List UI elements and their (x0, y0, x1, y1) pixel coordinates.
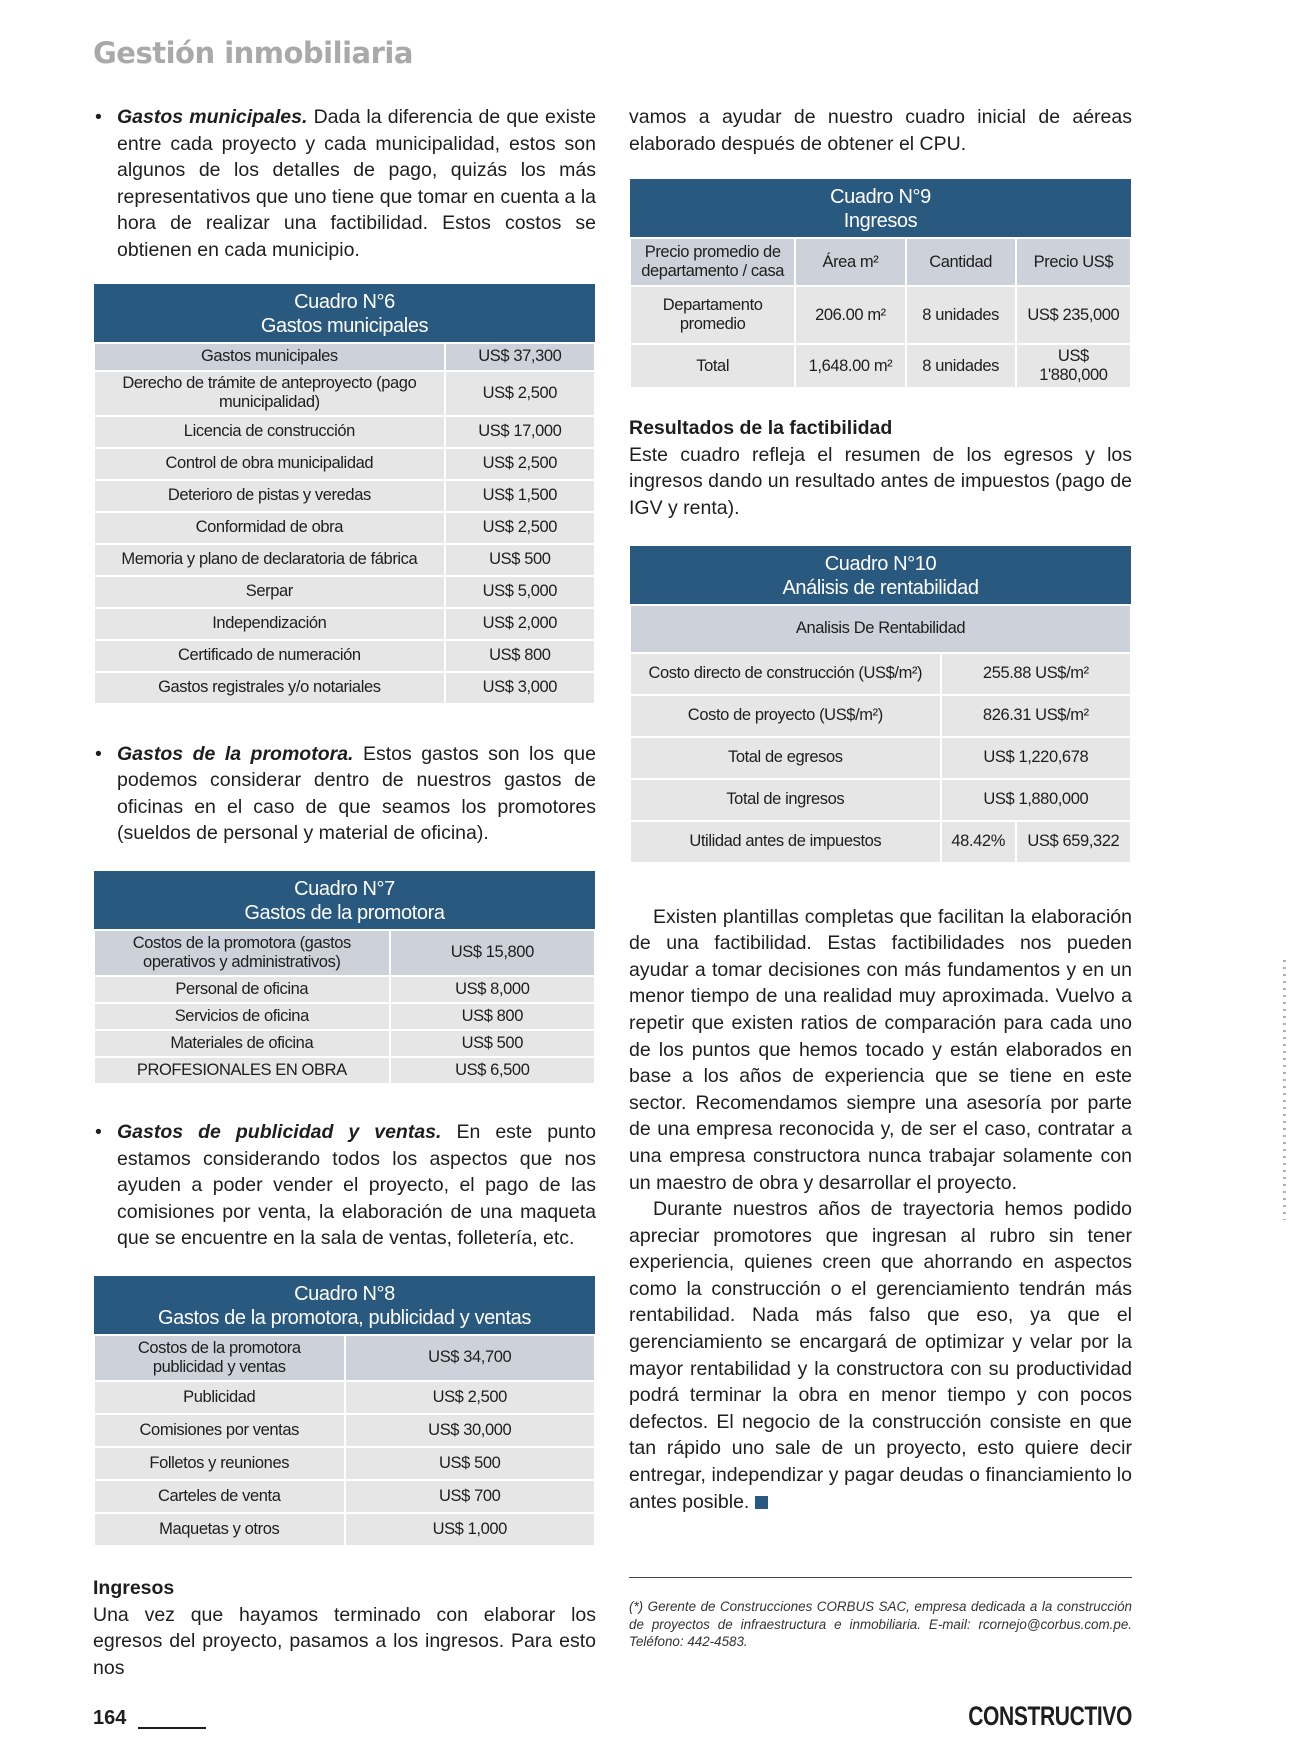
table-header-row (630, 238, 1131, 286)
row-value: US$ 1,500 (445, 480, 595, 512)
row-value: US$ 500 (445, 544, 595, 576)
row-value: US$ 800 (445, 640, 595, 672)
row-label: Total de ingresos (630, 779, 941, 821)
table-row (94, 672, 595, 704)
cell: 1,648.00 m² (795, 344, 905, 388)
row-label: Serpar (94, 576, 445, 608)
table-row (630, 695, 1131, 737)
promotora-paragraph (93, 741, 596, 847)
table-band-row (630, 605, 1131, 653)
closing-paragraph-2-text: Durante nuestros años de trayectoria hemos podido apreciar promotores que ingresan al rubro sin tener experiencia, quienes creen que ahorrando en aspectos como la construcción o el gerenciamiento tendrán más rentabilidad. Nada más falso que eso, ya que el gerenciamiento se encargará de optimizar y velar por la mayor rentabilidad y la constructora con su productividad podrá terminar la obra en menor tiempo y con pocos defectos. El negocio de la construcción consiste en que tan rápido uno sale de un proyecto, esto quiere decir entregar, independizar y pagar deudas o financiamiento lo antes posible. (629, 1198, 1132, 1513)
page-edge-marks (1283, 960, 1286, 1220)
row-label: Independización (94, 608, 445, 640)
promotora-lead: Gastos de la promotora. (117, 742, 354, 765)
bullet-icon: • (95, 742, 102, 765)
table-row (94, 576, 595, 608)
publicidad-text: En este punto estamos considerando todos los aspectos que nos ayuden a poder vender el proyecto, el pago de las comisiones por venta, la elaboración de una maqueta que se encuentre en la sala de ventas, folletería, etc. (117, 1120, 596, 1250)
ingresos-heading: Ingresos (93, 1576, 175, 1599)
row-label: Gastos registrales y/o notariales (94, 672, 445, 704)
cell: Total (630, 344, 795, 388)
row-label: Costo directo de construcción (US$/m²) (630, 653, 941, 695)
end-mark-icon (755, 1496, 768, 1509)
table-row (94, 1003, 595, 1030)
row-value: US$ 6,500 (390, 1057, 595, 1084)
publicidad-paragraph (93, 1119, 596, 1252)
cuadro-7-title: Cuadro N°7 (294, 877, 395, 900)
row-value: US$ 2,000 (445, 608, 595, 640)
row-label: Costo de proyecto (US$/m²) (630, 695, 941, 737)
row-value: US$ 1,880,000 (941, 779, 1131, 821)
cuadro-9-subtitle: Ingresos (843, 210, 918, 233)
row-label: Utilidad antes de impuestos (630, 821, 941, 863)
row-value: US$ 1,220,678 (941, 737, 1131, 779)
section-title: Gestión inmobiliaria (93, 36, 413, 70)
cell: 8 unidades (906, 344, 1016, 388)
closing-paragraph-1: Existen plantillas completas que facilitan la elaboración de una factibilidad. Estas factibilidades nos pueden ayudar a tomar decisiones con más fundamentos y en un menor tiempo de una realidad muy aproximada. Vuelvo a repetir que existen ratios de comparación para cada uno de los puntos que hemos tocado y están elaborados en base a los años de experiencia que se tiene en este sector. Recomendamos siempre una asesoría por parte de una empresa reconocida y, de ser el caso, contratar a una empresa constructora nunca trabajar solamente con un maestro de obra y desarrollar el proyecto. (629, 905, 1132, 1194)
column-header: Precio US$ (1016, 238, 1131, 286)
table-row (94, 416, 595, 448)
table-row (630, 344, 1131, 388)
table-row (94, 930, 595, 976)
row-label: Costos de la promotora (gastos operativos y administrativos) (94, 930, 390, 976)
row-value: US$ 30,000 (345, 1414, 596, 1447)
cuadro-9-table (629, 179, 1132, 389)
bullet-icon: • (95, 1120, 102, 1143)
column-header: Área m² (795, 238, 905, 286)
row-label: Folletos y reuniones (94, 1447, 345, 1480)
cuadro-9-title: Cuadro N°9 (830, 186, 931, 209)
footnote-rule (629, 1577, 1132, 1578)
row-label: Maquetas y otros (94, 1513, 345, 1546)
cuadro-6-subtitle: Gastos municipales (260, 314, 429, 337)
column-header: Precio promedio de departamento / casa (630, 238, 795, 286)
table-row (94, 512, 595, 544)
row-label: Conformidad de obra (94, 512, 445, 544)
row-value: US$ 8,000 (390, 976, 595, 1003)
cuadro-8-subtitle: Gastos de la promotora, publicidad y ventas (157, 1306, 531, 1329)
row-label: Memoria y plano de declaratoria de fábrica (94, 544, 445, 576)
cuadro-7-table (93, 871, 596, 1085)
cell: Departamento promedio (630, 286, 795, 344)
cuadro-10-header (630, 546, 1131, 605)
row-value: US$ 17,000 (445, 416, 595, 448)
bullet-icon: • (95, 106, 102, 128)
band-label: Analisis De Rentabilidad (630, 605, 1131, 653)
row-value: US$ 659,322 (1016, 821, 1131, 863)
table-row (94, 1030, 595, 1057)
table-row (94, 608, 595, 640)
cell: 206.00 m² (795, 286, 905, 344)
row-value: US$ 2,500 (445, 371, 595, 416)
cuadro-8-table (93, 1276, 596, 1547)
row-label: Servicios de oficina (94, 1003, 390, 1030)
table-row (94, 448, 595, 480)
row-label: Personal de oficina (94, 976, 390, 1003)
row-label: Certificado de numeración (94, 640, 445, 672)
table-row (630, 779, 1131, 821)
table-row (94, 1480, 595, 1513)
ingresos-text: Una vez que hayamos terminado con elaborar los egresos del proyecto, pasamos a los ingresos. Para esto nos (93, 1603, 596, 1679)
cell: US$ 1'880,000 (1016, 344, 1131, 388)
row-label: Carteles de venta (94, 1480, 345, 1513)
table-row (94, 371, 595, 416)
municipal-paragraph (93, 104, 596, 264)
table-row (94, 1414, 595, 1447)
row-label: Deterioro de pistas y veredas (94, 480, 445, 512)
row-label: Costos de la promotora publicidad y ventas (94, 1335, 345, 1381)
resultados-text: Este cuadro refleja el resumen de los egresos y los ingresos dando un resultado antes de impuestos (pago de IGV y renta). (629, 443, 1133, 519)
magazine-name: CONSTRUCTIVO (968, 1701, 1132, 1731)
row-label: Control de obra municipalidad (94, 448, 445, 480)
cuadro-6-header (94, 284, 595, 343)
row-label: Derecho de trámite de anteproyecto (pago municipalidad) (94, 371, 445, 416)
table-row (630, 286, 1131, 344)
row-label: Total de egresos (630, 737, 941, 779)
municipal-lead: Gastos municipales. (117, 106, 308, 128)
cell: 8 unidades (906, 286, 1016, 344)
row-value: 255.88 US$/m² (941, 653, 1131, 695)
cuadro-9-header (630, 179, 1131, 238)
row-value: US$ 2,500 (445, 448, 595, 480)
row-value: US$ 2,500 (345, 1381, 596, 1414)
table-row (94, 544, 595, 576)
closing-paragraph-2 (629, 1196, 1132, 1515)
row-value: US$ 1,000 (345, 1513, 596, 1546)
table-row (94, 976, 595, 1003)
row-value: US$ 700 (345, 1480, 596, 1513)
table-row (94, 1057, 595, 1084)
row-value: 826.31 US$/m² (941, 695, 1131, 737)
row-value: US$ 800 (390, 1003, 595, 1030)
resultados-heading: Resultados de la factibilidad (629, 417, 893, 440)
table-row (94, 1513, 595, 1546)
row-label: Materiales de oficina (94, 1030, 390, 1057)
row-label: Comisiones por ventas (94, 1414, 345, 1447)
row-value: US$ 3,000 (445, 672, 595, 704)
table-row (630, 821, 1131, 863)
row-label: Publicidad (94, 1381, 345, 1414)
row-value: US$ 500 (345, 1447, 596, 1480)
publicidad-lead: Gastos de publicidad y ventas. (117, 1120, 442, 1143)
row-value: US$ 34,700 (345, 1335, 596, 1381)
table-row (630, 653, 1131, 695)
cell: US$ 235,000 (1016, 286, 1131, 344)
ingresos-continuation: vamos a ayudar de nuestro cuadro inicial de aéreas elaborado después de obtener el CPU. (629, 106, 1132, 155)
row-value: US$ 500 (390, 1030, 595, 1057)
row-label: Gastos municipales (94, 343, 445, 371)
page-number: 164 (93, 1707, 127, 1729)
row-label: PROFESIONALES EN OBRA (94, 1057, 390, 1084)
cuadro-8-header (94, 1276, 595, 1335)
table-row (94, 1381, 595, 1414)
row-value: US$ 5,000 (445, 576, 595, 608)
page-number-rule (138, 1727, 206, 1729)
table-row (94, 480, 595, 512)
left-column (93, 104, 596, 1681)
promotora-text: Estos gastos son los que podemos considerar dentro de nuestros gastos de oficinas en el caso de que seamos los promotores (sueldos de personal y material de oficina). (117, 742, 596, 845)
municipal-text: Dada la diferencia de que existe entre cada proyecto y cada municipalidad, estos son algunos de los detalles de pago, quizás los más representativos que uno tiene que tomar en cuenta a la hora de realizar una factibilidad. Estos costos se obtienen en cada municipio. (117, 106, 596, 261)
row-value: US$ 15,800 (390, 930, 595, 976)
row-percent: 48.42% (941, 821, 1016, 863)
row-value: US$ 37,300 (445, 343, 595, 371)
row-value: US$ 2,500 (445, 512, 595, 544)
cuadro-7-subtitle: Gastos de la promotora (244, 901, 445, 924)
cuadro-10-table (629, 546, 1132, 864)
table-row (94, 1447, 595, 1480)
table-row (94, 343, 595, 371)
table-row (94, 640, 595, 672)
cuadro-10-subtitle: Análisis de rentabilidad (782, 576, 979, 599)
cuadro-10-title: Cuadro N°10 (824, 552, 937, 575)
column-header: Cantidad (906, 238, 1016, 286)
cuadro-6-title: Cuadro N°6 (294, 290, 395, 313)
right-column (629, 104, 1132, 1515)
table-row (630, 737, 1131, 779)
cuadro-6-table (93, 284, 596, 705)
cuadro-8-title: Cuadro N°8 (294, 1282, 395, 1305)
author-footnote: (*) Gerente de Construcciones CORBUS SAC, empresa dedicada a la construcción de proyectos de infraestructura e inmobiliaria. E-mail: rcornejo@corbus.com.pe. Teléfono: 442-4583. (629, 1599, 1132, 1650)
row-label: Licencia de construcción (94, 416, 445, 448)
table-row (94, 1335, 595, 1381)
cuadro-7-header (94, 871, 595, 930)
